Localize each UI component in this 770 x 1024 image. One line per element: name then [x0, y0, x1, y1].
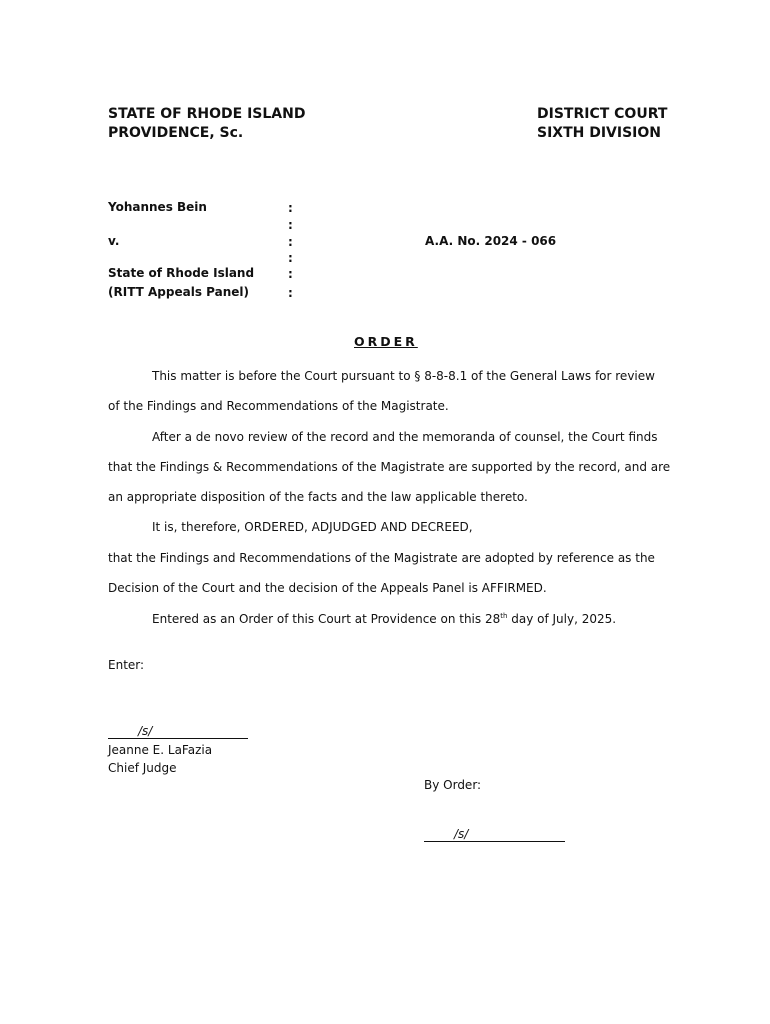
enter-label: Enter:	[108, 658, 145, 672]
paragraph-3-line-1: It is, therefore, ORDERED, ADJUDGED AND DECREED,	[152, 520, 473, 534]
defendant-name: State of Rhode Island	[108, 266, 255, 280]
judge-signature: /s/	[138, 724, 153, 738]
paragraph-2-line-2: that the Findings & Recommendations of the Magistrate are supported by the record, and are	[108, 460, 671, 474]
county-name: PROVIDENCE, Sc.	[108, 125, 244, 141]
paragraph-4-line-2: Decision of the Court and the decision of the Appeals Panel is AFFIRMED.	[108, 581, 547, 595]
judge-title: Chief Judge	[108, 761, 177, 775]
caption-colon: :	[288, 286, 293, 300]
caption-colon: :	[288, 235, 293, 249]
judge-signature-line	[108, 738, 248, 739]
clerk-signature-line	[424, 841, 565, 842]
caption-colon: :	[288, 218, 293, 232]
state-name: STATE OF RHODE ISLAND	[108, 106, 306, 122]
clerk-signature: /s/	[454, 827, 469, 841]
case-number: A.A. No. 2024 - 066	[425, 234, 557, 248]
paragraph-2-line-3: an appropriate disposition of the facts and the law applicable thereto.	[108, 490, 528, 504]
caption-colon: :	[288, 251, 293, 265]
paragraph-4-line-1: that the Findings and Recommendations of the Magistrate are adopted by reference as the	[108, 551, 655, 565]
by-order-label: By Order:	[424, 778, 482, 792]
header-right	[537, 105, 667, 143]
paragraph-1-line-2: of the Findings and Recommendations of the Magistrate.	[108, 399, 449, 413]
header-left	[108, 105, 305, 143]
order-title: ORDER	[354, 334, 418, 349]
paragraph-2-line-1: After a de novo review of the record and the memoranda of counsel, the Court finds	[152, 430, 658, 444]
plaintiff-name: Yohannes Bein	[108, 200, 207, 214]
court-division: SIXTH DIVISION	[537, 125, 662, 141]
entered-suffix: day of July, 2025.	[507, 612, 617, 626]
caption-colon: :	[288, 201, 293, 215]
defendant-detail: (RITT Appeals Panel)	[108, 285, 249, 299]
entered-line	[152, 612, 616, 626]
versus-label: v.	[108, 234, 120, 248]
day-ordinal-suffix: th	[500, 612, 508, 620]
judge-name: Jeanne E. LaFazia	[108, 743, 213, 757]
caption-colon: :	[288, 267, 293, 281]
court-name: DISTRICT COURT	[537, 106, 668, 122]
paragraph-1-line-1: This matter is before the Court pursuant to § 8-8-8.1 of the General Laws for review	[152, 369, 655, 383]
entered-prefix: Entered as an Order of this Court at Providence on this 28	[152, 612, 501, 626]
